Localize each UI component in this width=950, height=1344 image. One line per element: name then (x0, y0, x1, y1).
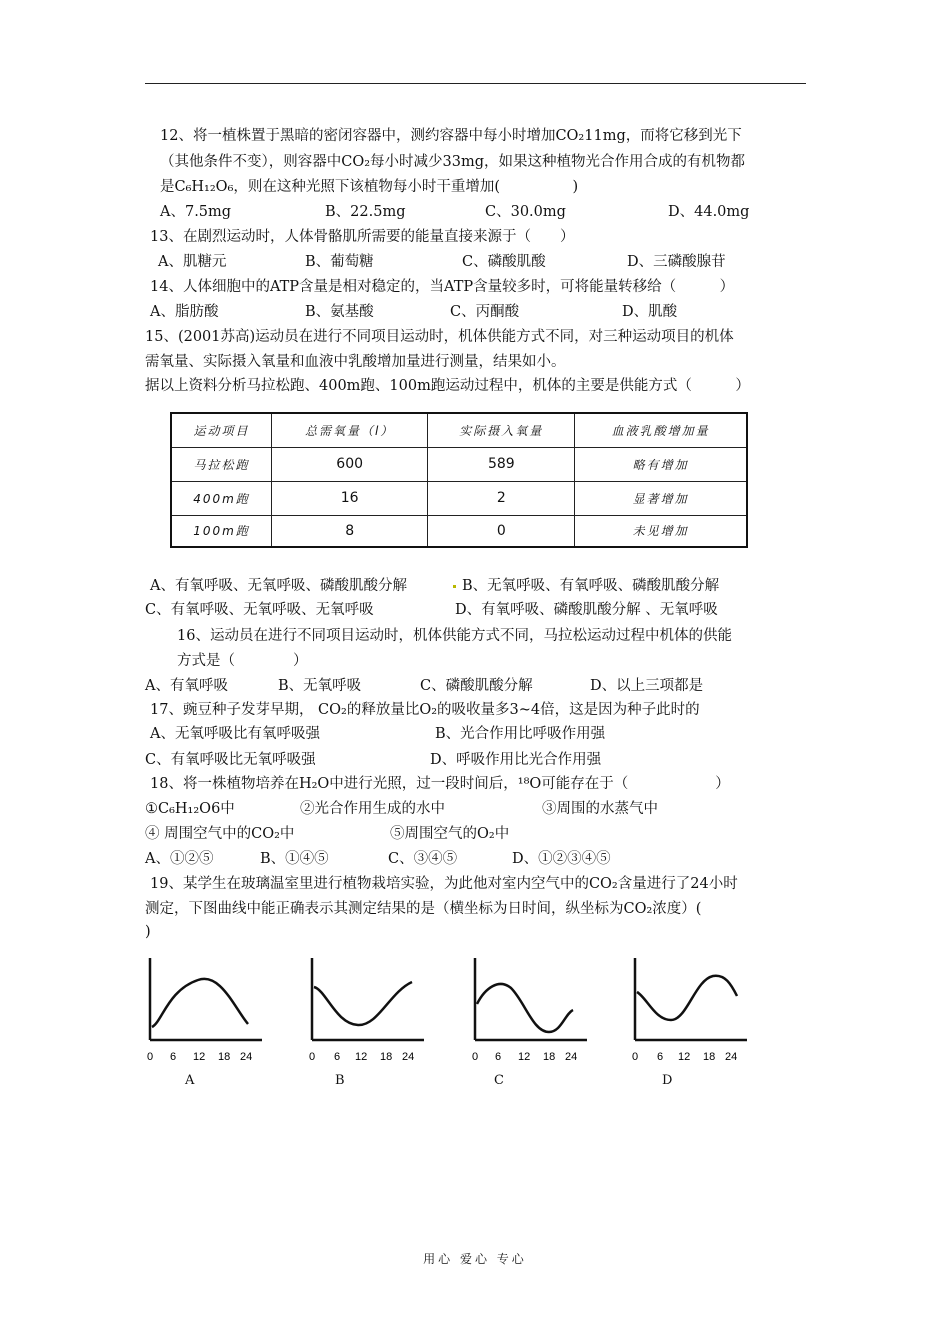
q17-line1: 17、豌豆种子发芽早期， CO₂的释放量比O₂的吸收量多3~4倍，这是因为种子此时的 (150, 702, 700, 718)
q14-option-b: B、氨基酸 (305, 304, 374, 320)
q13-option-b: B、葡萄糖 (305, 254, 374, 270)
table-header-actual-oxygen: 实际摄入氧量 (428, 413, 575, 447)
q13-option-d: D、三磷酸腺苷 (627, 254, 726, 270)
table-cell: 589 (428, 447, 575, 481)
tick-label: 6 (657, 1051, 664, 1062)
q14-line1: 14、人体细胞中的ATP含量是相对稳定的，当ATP含量较多时，可将能量转移给（ ） (150, 279, 735, 295)
tick-label: 12 (193, 1051, 206, 1062)
table-cell: 2 (428, 481, 575, 515)
curve (477, 984, 573, 1032)
q12-option-d: D、44.0mg (668, 204, 750, 220)
q18-item-2: ②光合作用生成的水中 (300, 801, 445, 817)
q12-line1: 12、将一植株置于黑暗的密闭容器中，测约容器中每小时增加CO₂11mg，而将它移到光下 (160, 128, 742, 144)
tick-label: 6 (170, 1051, 177, 1062)
q18-item-4: ④ 周围空气中的CO₂中 (145, 826, 295, 842)
table-header-lactic-acid: 血液乳酸增加量 (575, 413, 747, 447)
table-cell: 8 (272, 515, 428, 547)
tick-label: 12 (678, 1051, 691, 1062)
q17-option-b: B、光合作用比呼吸作用强 (435, 726, 606, 742)
table-header-event: 运动项目 (171, 413, 272, 447)
q15-option-b: B、无氧呼吸、有氧呼吸、磷酸肌酸分解 (462, 578, 720, 594)
table-cell: 显著增加 (575, 481, 747, 515)
q15-line3: 据以上资料分析马拉松跑、400m跑、100m跑运动过程中，机体的主要是供能方式（ ） (145, 378, 750, 394)
q15-option-d: D、有氧呼吸、磷酸肌酸分解 、无氧呼吸 (455, 602, 718, 618)
q14-option-c: C、丙酮酸 (450, 304, 520, 320)
table-cell: 0 (428, 515, 575, 547)
graph-a-label: A (185, 1073, 195, 1088)
tick-label: 0 (147, 1051, 154, 1062)
tick-label: 18 (703, 1051, 716, 1062)
q13-option-c: C、磷酸肌酸 (462, 254, 546, 270)
tick-label: 18 (380, 1051, 393, 1062)
q18-option-d: D、①②③④⑤ (512, 851, 611, 867)
tick-label: 12 (355, 1051, 368, 1062)
q15-line2: 需氧量、实际摄入氧量和血液中乳酸增加量进行测量，结果如小。 (145, 354, 566, 370)
graph-d-label: D (662, 1073, 673, 1088)
tick-label: 24 (240, 1051, 253, 1062)
tick-label: 6 (495, 1051, 502, 1062)
q16-option-a: A、有氧呼吸 (145, 678, 228, 694)
q16-line1: 16、运动员在进行不同项目运动时，机体供能方式不同，马拉松运动过程中机体的供能 (177, 628, 732, 644)
tick-label: 18 (543, 1051, 556, 1062)
exercise-oxygen-table (170, 412, 748, 548)
table-cell: 未见增加 (575, 515, 747, 547)
graph-c-label: C (494, 1073, 504, 1088)
tick-label: 0 (632, 1051, 639, 1062)
q18-item-3: ③周围的水蒸气中 (542, 801, 658, 817)
table-cell: 600 (272, 447, 428, 481)
q18-item-1: ①C₆H₁₂O6中 (145, 801, 235, 817)
table-cell: 16 (272, 481, 428, 515)
tick-label: 24 (725, 1051, 738, 1062)
curve (637, 976, 737, 1020)
q18-option-c: C、③④⑤ (388, 851, 458, 867)
q14-option-d: D、肌酸 (622, 304, 678, 320)
table-header-total-oxygen: 总需氧量（l） (272, 413, 428, 447)
q16-option-b: B、无氧呼吸 (278, 678, 362, 694)
q12-option-c: C、30.0mg (485, 204, 566, 220)
yellow-dot-mark (453, 585, 456, 588)
q12-line3: 是C₆H₁₂O₆，则在这种光照下该植物每小时干重增加( ) (160, 179, 579, 195)
curve (314, 982, 412, 1025)
q12-option-a: A、7.5mg (160, 204, 232, 220)
q19-line2: 测定，下图曲线中能正确表示其测定结果的是（横坐标为日时间，纵坐标为CO₂浓度）( (145, 901, 702, 917)
q15-line1: 15、(2001苏高)运动员在进行不同项目运动时，机体供能方式不同，对三种运动项目的机体 (145, 329, 734, 345)
q15-option-c: C、有氧呼吸、无氧呼吸、无氧呼吸 (145, 602, 374, 618)
q17-option-c: C、有氧呼吸比无氧呼吸强 (145, 752, 316, 768)
header-rule (145, 83, 806, 84)
tick-label: 12 (518, 1051, 531, 1062)
q13-option-a: A、肌糖元 (158, 254, 227, 270)
q16-option-c: C、磷酸肌酸分解 (420, 678, 533, 694)
q18-option-a: A、①②⑤ (145, 851, 214, 867)
tick-label: 6 (334, 1051, 341, 1062)
table-row (171, 481, 747, 515)
q14-option-a: A、脂肪酸 (150, 304, 219, 320)
graph-b (302, 952, 427, 1062)
table-row (171, 447, 747, 481)
q18-option-b: B、①④⑤ (260, 851, 329, 867)
q16-line2: 方式是（ ） (177, 653, 308, 669)
tick-label: 18 (218, 1051, 231, 1062)
q18-line1: 18、将一株植物培养在H₂O中进行光照，过一段时间后，¹⁸O可能存在于（ ） (150, 776, 730, 792)
q12-line2: （其他条件不变），则容器中CO₂每小时减少33mg，如果这种植物光合作用合成的有机物都 (160, 154, 746, 170)
q19-line1: 19、某学生在玻璃温室里进行植物栽培实验，为此他对室内空气中的CO₂含量进行了24小时 (150, 876, 738, 892)
tick-label: 24 (565, 1051, 578, 1062)
tick-label: 0 (309, 1051, 316, 1062)
graph-c (465, 952, 590, 1062)
q12-option-b: B、22.5mg (325, 204, 406, 220)
table-cell: 400m跑 (171, 481, 272, 515)
q19-line3: ) (145, 924, 151, 940)
curve (152, 979, 248, 1027)
q16-option-d: D、以上三项都是 (590, 678, 704, 694)
q18-item-5: ⑤周围空气的O₂中 (390, 826, 510, 842)
graph-b-label: B (335, 1073, 345, 1088)
table-cell: 略有增加 (575, 447, 747, 481)
q17-option-a: A、无氧呼吸比有氧呼吸强 (150, 726, 320, 742)
table-row (171, 515, 747, 547)
table-cell: 马拉松跑 (171, 447, 272, 481)
tick-label: 24 (402, 1051, 415, 1062)
page-footer: 用心 爱心 专心 (423, 1252, 527, 1266)
q17-option-d: D、呼吸作用比光合作用强 (430, 752, 602, 768)
q13-line1: 13、在剧烈运动时，人体骨骼肌所需要的能量直接来源于（ ） (150, 229, 575, 245)
graph-a (140, 952, 265, 1062)
table-cell: 100m跑 (171, 515, 272, 547)
tick-label: 0 (472, 1051, 479, 1062)
graph-d (625, 952, 750, 1062)
q15-option-a: A、有氧呼吸、无氧呼吸、磷酸肌酸分解 (150, 578, 407, 594)
